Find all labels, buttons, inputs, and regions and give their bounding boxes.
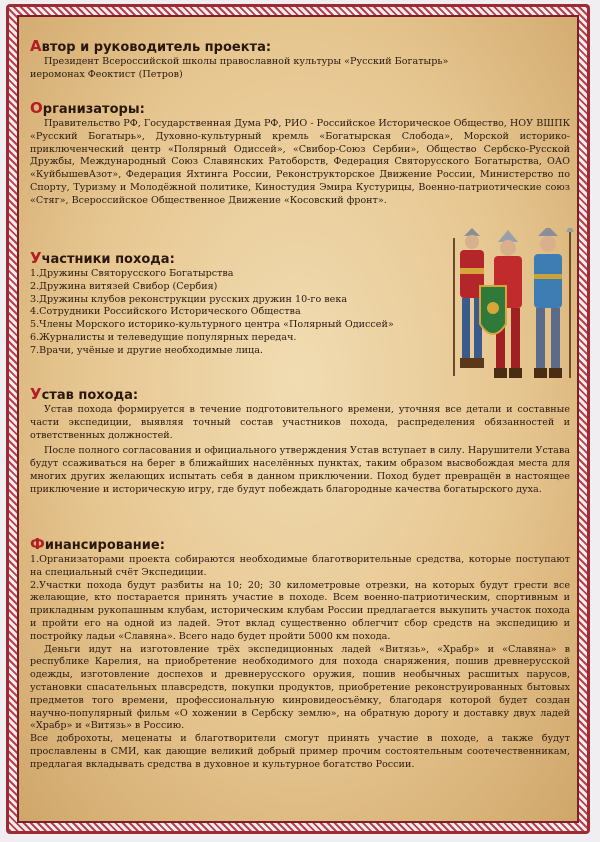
heading-capital: О (30, 99, 43, 117)
organizers-section (30, 100, 570, 208)
warrior-right (534, 228, 574, 378)
heading-text: инансирование: (44, 538, 165, 553)
charter-section (30, 386, 570, 497)
author-section (30, 38, 570, 82)
list-item: 6.Журналисты и телеведущие популярных передач. (30, 331, 297, 343)
financing-paragraph-2: 2.Участки похода будут разбиты на 10; 20; 30 километровые отрезки, на которых будут грести все желающие, кто постарается принять участие в походе. Всем военно-патриотическим, спортивным и прикладным рукопашным клубам, историческим клубам России предлагается выкупить участок похода и пройти его на одной из ладей. Этот вклад существенно облегчит сбор средств на экспедицию и постройку ладьи «Славяна». Всего надо будет пройти 5000 км похода. (30, 579, 570, 642)
financing-paragraph-3: Деньги идут на изготовление трёх экспедиционных ладей «Витязь», «Храбр» и «Славяна» в республике Карелия, на приобретение необходимого для похода снаряжения, пошив древнерусской одежды, изготовление доспехов и древнерусского оружия, пошив необычных расшитых парусов, установки спасательных плавсредств, покупки продуктов, приобретение реконструированных бытовых предметов того времени, профессиональную кинровидеосъёмку, благодаря которой будет создан научно-популярный фильм «О хожении в Сербску землю», на обратную дорогу и доставку двух ладей «Храбр» и «Витязь» в Россию. (30, 643, 570, 732)
list-item: 5.Члены Морского историко-культурного центра «Полярный Одиссей» (30, 319, 394, 331)
heading-capital: А (30, 37, 42, 55)
author-line-1: Президент Всероссийской школы православной культуры «Русский Богатырь» (44, 56, 449, 67)
heading-text: рганизаторы: (42, 102, 145, 117)
list-item: 1.Дружины Святорусского Богатырства (30, 268, 234, 279)
list-item: 3.Дружины клубов реконструкции русских дружин 10-го века (30, 293, 348, 305)
financing-heading (30, 536, 570, 554)
heading-capital: У (30, 249, 42, 267)
organizers-heading (30, 100, 570, 118)
author-heading (30, 38, 570, 56)
author-line-2: иеромонах Феоктист (Петров) (30, 68, 183, 80)
financing-section (30, 536, 570, 772)
financing-paragraph-4: Все доброхоты, меценаты и благотворители смогут принять участие в походе, а также будут прославлены в СМИ, как дающие великий добрый пример прочим состоятельным соотечественникам, предлагая вкладывать средства в духовное и культурное богатство России. (30, 733, 570, 770)
participants-heading (30, 250, 410, 268)
warrior-middle (480, 230, 522, 378)
list-item: 7.Врачи, учёные и другие необходимые лица. (30, 344, 263, 356)
list-item: 4.Сотрудники Российского Исторического Общества (30, 306, 301, 318)
charter-heading (30, 386, 570, 404)
warriors-illustration (436, 228, 588, 388)
participants-section (30, 250, 410, 358)
financing-paragraph-1: 1.Организаторами проекта собираются необходимые благотворительные средства, которые поступают на специальный счёт Экспедиции. (30, 554, 570, 578)
heading-capital: У (30, 385, 42, 403)
content-area (30, 38, 570, 818)
heading-text: втор и руководитель проекта: (41, 40, 272, 55)
heading-capital: Ф (30, 535, 45, 553)
heading-text: частники похода: (41, 252, 175, 267)
charter-paragraph-1: Устав похода формируется в течение подготовительного времени, уточняя все детали и составные части экспедиции, выявляя точный состав участников похода, распределения обязанностей и ответственных должностей. (30, 404, 570, 441)
heading-text: став похода: (41, 388, 139, 403)
list-item: 2.Дружина витязей Свибор (Сербия) (30, 280, 218, 292)
organizers-text: Правительство РФ, Государственная Дума РФ, РИО - Российское Историческое Общество, НОУ ВШПК «Русский Богатырь», Духовно-культурный кремль «Богатырская Слобода», Морской историко-приключенческий центр «Полярный Одиссей», «Свибор-Союз Сербии», Общество Сербско-Русской Дружбы, Международный Союз Славянских Ратоборств, Федерация Святорусского Богатырства, ОАО «КуйбышевАзот», Федерация Яхтинга России, Реконструкторское Движение России, Министерство по Спорту, Туризму и Молодёжной политике, Киностудия Эмира Кустурицы, Военно-патриотические союз «Стяг», Всероссийское Общественное Движение «Косовский фронт». (30, 118, 570, 206)
charter-paragraph-2: После полного согласования и официального утверждения Устав вступает в силу. Нарушители Устава будут ссаживаться на берег в ближайших населённых пунктах, таким образом высвобождая места для многих других желающих испытать себя в данном приключении. Поход будет превращён в настоящее приключение и историческую игру, где будут побеждать благородные качества богатырского духа. (30, 445, 570, 495)
